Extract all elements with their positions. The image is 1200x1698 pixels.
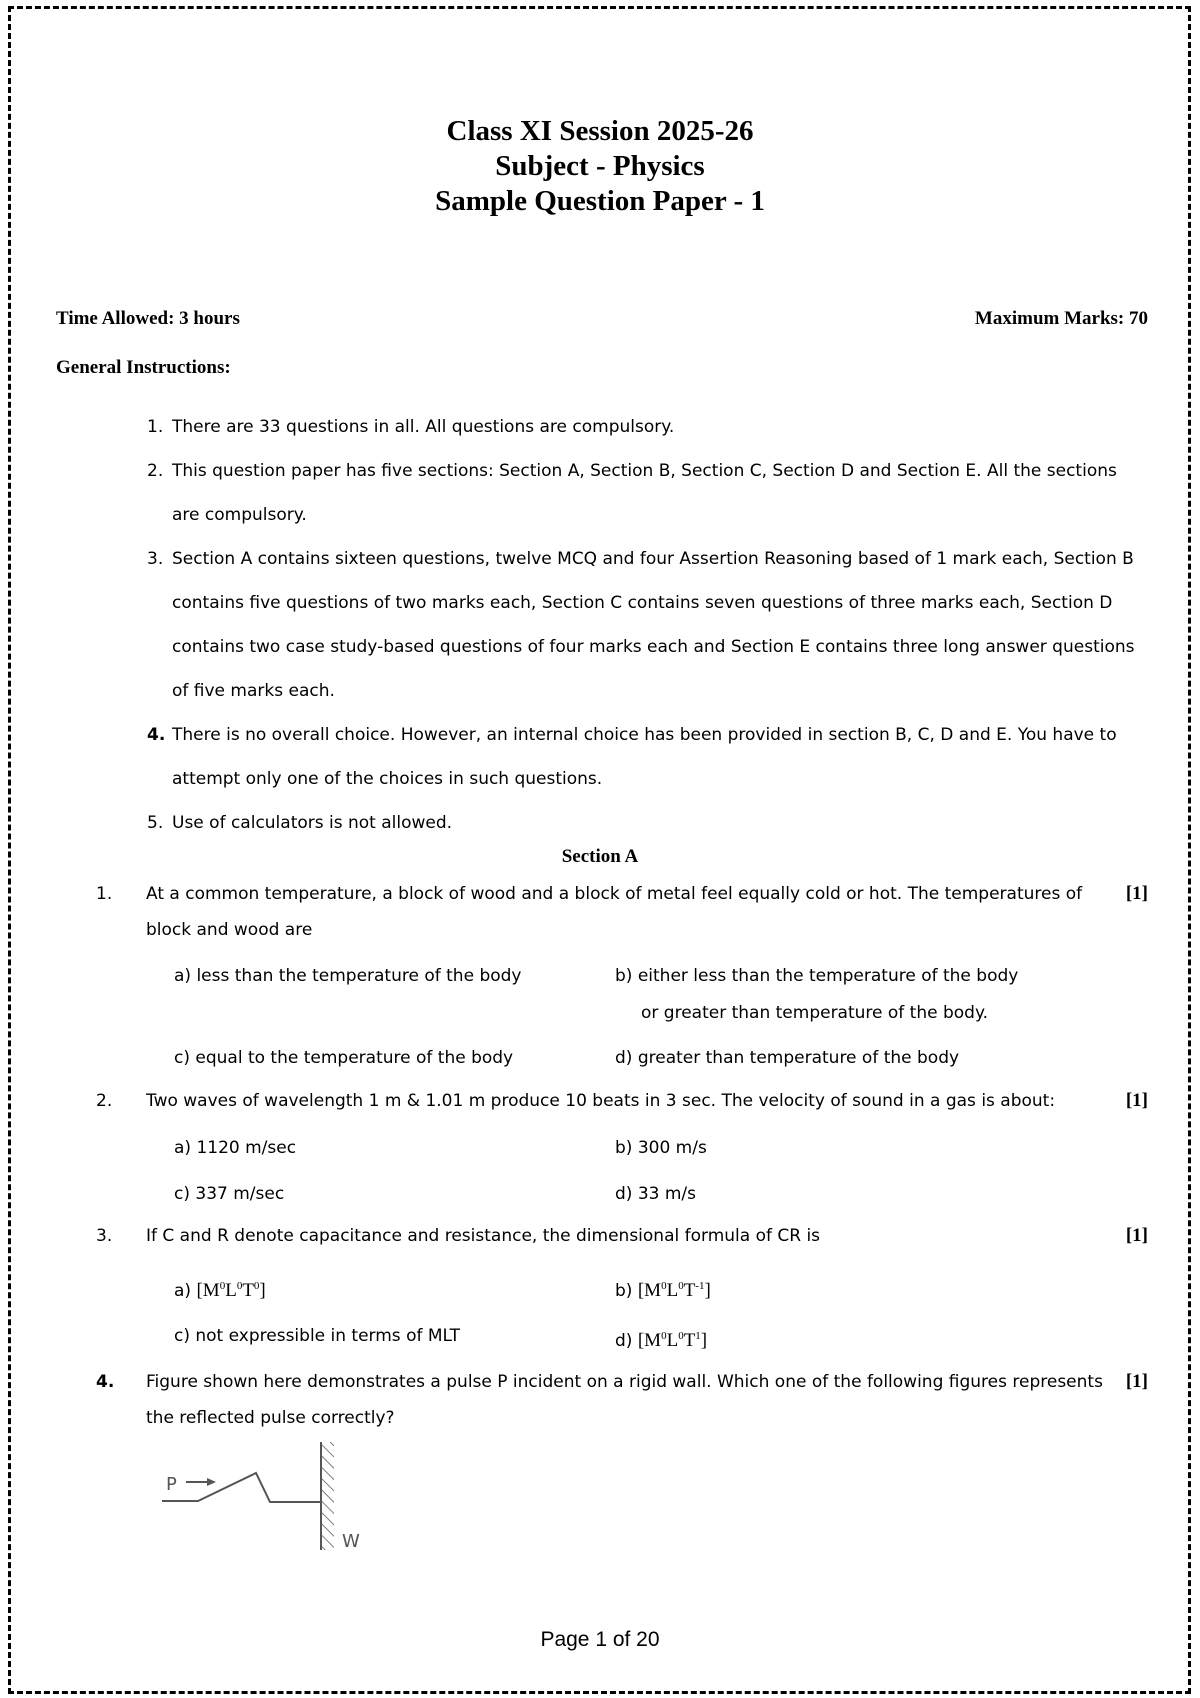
instructions-list — [147, 405, 1147, 845]
option-b-continued: or greater than temperature of the body. — [641, 1003, 989, 1023]
option-c: c) 337 m/sec — [174, 1184, 285, 1204]
question-1 — [96, 876, 1148, 948]
title-class-session: Class XI Session 2025-26 — [446, 115, 754, 147]
option-a: a) $[M^0L^0T^0]$ — [174, 1280, 266, 1301]
question-text: Figure shown here demonstrates a pulse P incident on a rigid wall. Which one of the following figures represents the reflected pulse correctly? — [146, 1372, 1103, 1428]
option-b: b) $[M^0L^0T^{-1}]$ — [615, 1280, 711, 1301]
question-marks: [1] — [1125, 1225, 1148, 1246]
wall-label: W — [342, 1531, 360, 1552]
option-c: c) not expressible in terms of MLT — [174, 1326, 461, 1346]
exam-meta — [56, 308, 1148, 330]
option-a: a) less than the temperature of the body — [174, 966, 522, 986]
time-allowed: Time Allowed: 3 hours — [56, 308, 240, 329]
option-b: b) either less than the temperature of the body — [615, 966, 1019, 986]
pulse-wall-figure — [158, 1440, 378, 1558]
question-number: 1. — [96, 884, 113, 904]
question-number: 4. — [96, 1372, 115, 1392]
question-4 — [96, 1364, 1148, 1436]
question-marks: [1] — [1125, 1371, 1148, 1392]
option-b: b) 300 m/s — [615, 1138, 707, 1158]
option-d: d) greater than temperature of the body — [615, 1048, 960, 1068]
pulse-label: P — [166, 1474, 177, 1495]
option-c: c) equal to the temperature of the body — [174, 1048, 514, 1068]
question-text: Two waves of wavelength 1 m & 1.01 m produce 10 beats in 3 sec. The velocity of sound in a gas is about: — [146, 1091, 1056, 1111]
question-marks: [1] — [1125, 883, 1148, 904]
instruction-item: 5. Use of calculators is not allowed. — [147, 813, 453, 833]
option-d: d) $[M^0L^0T^1]$ — [615, 1330, 708, 1351]
question-marks: [1] — [1125, 1090, 1148, 1111]
question-number: 2. — [96, 1091, 113, 1111]
wall-hatching — [322, 1442, 334, 1550]
option-d: d) 33 m/s — [615, 1184, 697, 1204]
section-a-heading: Section A — [561, 846, 639, 867]
arrowhead-icon — [207, 1478, 216, 1486]
instruction-item: 4. There is no overall choice. However, an internal choice has been provided in section B, C, D and E. You have to attempt only one of the choices in such questions. — [147, 725, 1117, 789]
question-number: 3. — [96, 1226, 113, 1246]
instruction-item: 1. There are 33 questions in all. All questions are compulsory. — [147, 417, 675, 437]
instruction-item: 2. This question paper has five sections: Section A, Section B, Section C, Section D and Section E. All the sections are compulsory. — [147, 461, 1117, 525]
page-number: Page 1 of 20 — [540, 1628, 660, 1651]
question-text: If C and R denote capacitance and resistance, the dimensional formula of CR is — [146, 1226, 821, 1246]
title-subject: Subject - Physics — [495, 150, 705, 182]
pulse-shape — [162, 1473, 321, 1502]
paper-title — [0, 114, 1200, 219]
question-2 — [96, 1083, 1148, 1119]
maximum-marks: Maximum Marks: 70 — [974, 308, 1148, 329]
option-a: a) 1120 m/sec — [174, 1138, 297, 1158]
instruction-item: 3. Section A contains sixteen questions, twelve MCQ and four Assertion Reasoning based of 1 mark each, Section B contains five questions of two marks each, Section C contains seven questions of three marks each, Section D contains two case study-based questions of four marks each and Section E contains three long answer questions of five marks each. — [147, 549, 1135, 701]
title-paper: Sample Question Paper - 1 — [435, 185, 765, 217]
question-text: At a common temperature, a block of wood and a block of metal feel equally cold or hot. The temperatures of block and wood are — [146, 884, 1083, 940]
general-instructions-heading: General Instructions: — [56, 357, 231, 378]
question-3 — [96, 1218, 1148, 1254]
